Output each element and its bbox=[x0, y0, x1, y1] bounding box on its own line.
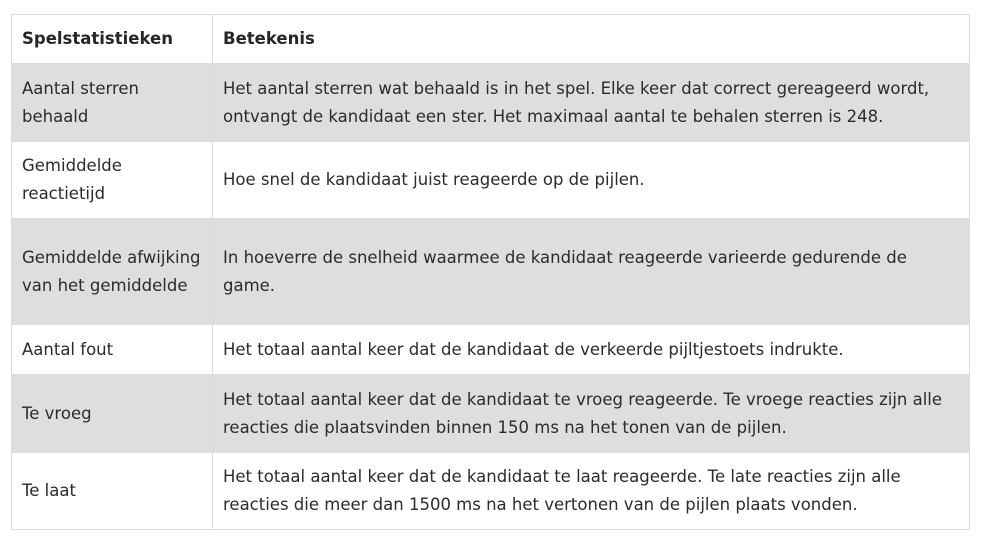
stat-meaning-cell: Het totaal aantal keer dat de kandidaat te vroeg reageerde. Te vroege reacties zijn alle reacties die plaatsvinden binnen 150 ms na het tonen van de pijlen. bbox=[213, 375, 970, 453]
table-row bbox=[12, 142, 970, 219]
table-header-row bbox=[12, 15, 970, 64]
game-statistics-table-container bbox=[11, 14, 969, 530]
game-statistics-table bbox=[11, 14, 970, 530]
table-row bbox=[12, 453, 970, 530]
table-row bbox=[12, 375, 970, 453]
table-row bbox=[12, 219, 970, 325]
stat-name-cell: Gemiddelde reactietijd bbox=[12, 142, 213, 219]
stat-name-cell: Te vroeg bbox=[12, 375, 213, 453]
stat-meaning-cell: Het totaal aantal keer dat de kandidaat te laat reageerde. Te late reacties zijn alle reacties die meer dan 1500 ms na het vertonen van de pijlen plaats vonden. bbox=[213, 453, 970, 530]
header-game-statistics: Spelstatistieken bbox=[12, 15, 213, 64]
stat-meaning-cell: Het aantal sterren wat behaald is in het spel. Elke keer dat correct gereageerd wordt, ontvangt de kandidaat een ster. Het maximaal aantal te behalen sterren is 248. bbox=[213, 64, 970, 142]
stat-meaning-cell: Het totaal aantal keer dat de kandidaat de verkeerde pijltjestoets indrukte. bbox=[213, 325, 970, 375]
stat-name-cell: Gemiddelde afwijking van het gemiddelde bbox=[12, 219, 213, 325]
stat-name-cell: Aantal sterren behaald bbox=[12, 64, 213, 142]
stat-meaning-cell: Hoe snel de kandidaat juist reageerde op de pijlen. bbox=[213, 142, 970, 219]
stat-name-cell: Aantal fout bbox=[12, 325, 213, 375]
table-row bbox=[12, 64, 970, 142]
table-row bbox=[12, 325, 970, 375]
stat-meaning-cell: In hoeverre de snelheid waarmee de kandidaat reageerde varieerde gedurende de game. bbox=[213, 219, 970, 325]
header-meaning: Betekenis bbox=[213, 15, 970, 64]
stat-name-cell: Te laat bbox=[12, 453, 213, 530]
